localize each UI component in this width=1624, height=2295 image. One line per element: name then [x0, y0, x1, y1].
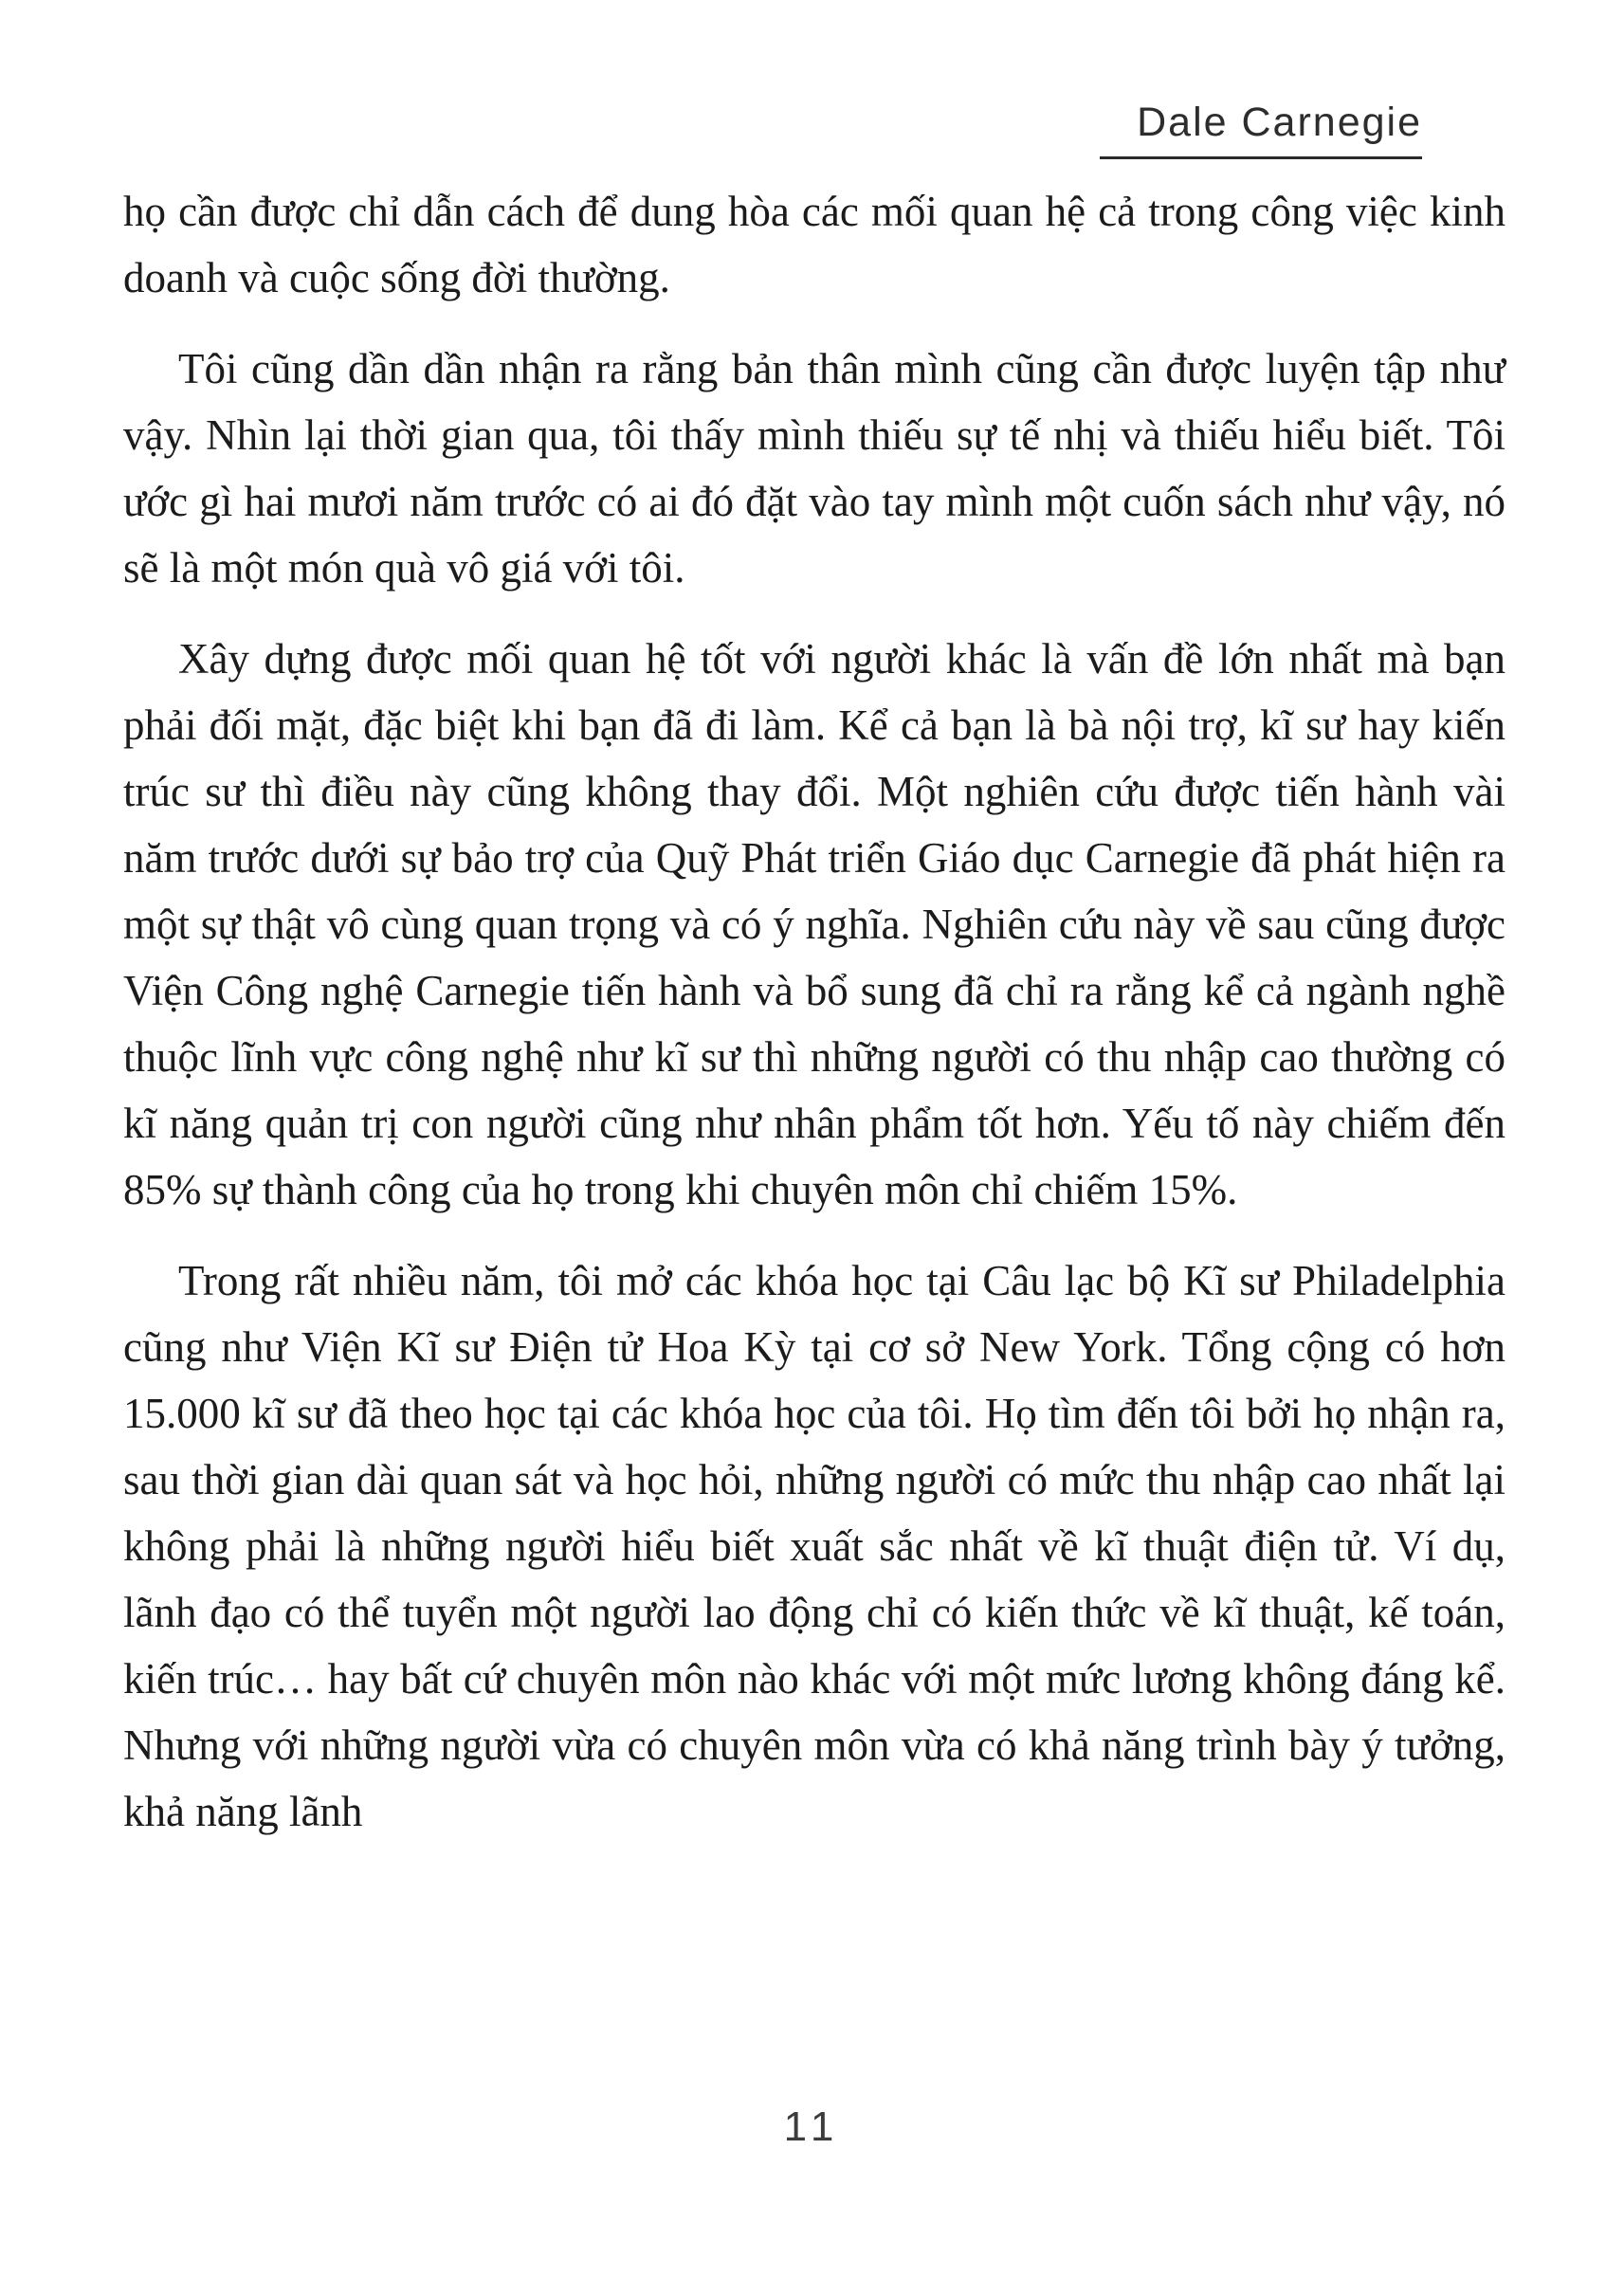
page-footer [0, 2106, 1624, 2148]
page-number: 11 [783, 2104, 841, 2150]
running-header-author: Dale Carnegie [1137, 100, 1422, 145]
body-paragraph: họ cần được chỉ dẫn cách để dung hòa các mối quan hệ cả trong công việc kinh doanh và cuộc sống đời thường. [123, 188, 1505, 301]
header-rule [1100, 156, 1422, 159]
body-paragraph: Trong rất nhiều năm, tôi mở các khóa học tại Câu lạc bộ Kĩ sư Philadelphia cũng như Viện Kĩ sư Điện tử Hoa Kỳ tại cơ sở New York. Tổng cộng có hơn 15.000 kĩ sư đã theo học tại các khóa học của tôi. Họ tìm đến tôi bởi họ nhận ra, sau thời gian dài quan sát và học hỏi, những người có mức thu nhập cao nhất lại không phải là những người hiểu biết xuất sắc nhất về kĩ thuật điện tử. Ví dụ, lãnh đạo có thể tuyển một người lao động chỉ có kiến thức về kĩ thuật, kế toán, kiến trúc… hay bất cứ chuyên môn nào khác với một mức lương không đáng kể. Nhưng với những người vừa có chuyên môn vừa có khả năng trình bày ý tưởng, khả năng lãnh [123, 1257, 1505, 1835]
running-header [1100, 102, 1422, 159]
body-paragraph: Tôi cũng dần dần nhận ra rằng bản thân mình cũng cần được luyện tập như vậy. Nhìn lại thời gian qua, tôi thấy mình thiếu sự tế nhị và thiếu hiểu biết. Tôi ước gì hai mươi năm trước có ai đó đặt vào tay mình một cuốn sách như vậy, nó sẽ là một món quà vô giá với tôi. [123, 345, 1505, 592]
body-text-column [123, 178, 1505, 1845]
body-paragraph: Xây dựng được mối quan hệ tốt với người khác là vấn đề lớn nhất mà bạn phải đối mặt, đặc biệt khi bạn đã đi làm. Kể cả bạn là bà nội trợ, kĩ sư hay kiến trúc sư thì điều này cũng không thay đổi. Một nghiên cứu được tiến hành vài năm trước dưới sự bảo trợ của Quỹ Phát triển Giáo dục Carnegie đã phát hiện ra một sự thật vô cùng quan trọng và có ý nghĩa. Nghiên cứu này về sau cũng được Viện Công nghệ Carnegie tiến hành và bổ sung đã chỉ ra rằng kể cả ngành nghề thuộc lĩnh vực công nghệ như kĩ sư thì những người có thu nhập cao thường có kĩ năng quản trị con người cũng như nhân phẩm tốt hơn. Yếu tố này chiếm đến 85% sự thành công của họ trong khi chuyên môn chỉ chiếm 15%. [123, 635, 1505, 1213]
